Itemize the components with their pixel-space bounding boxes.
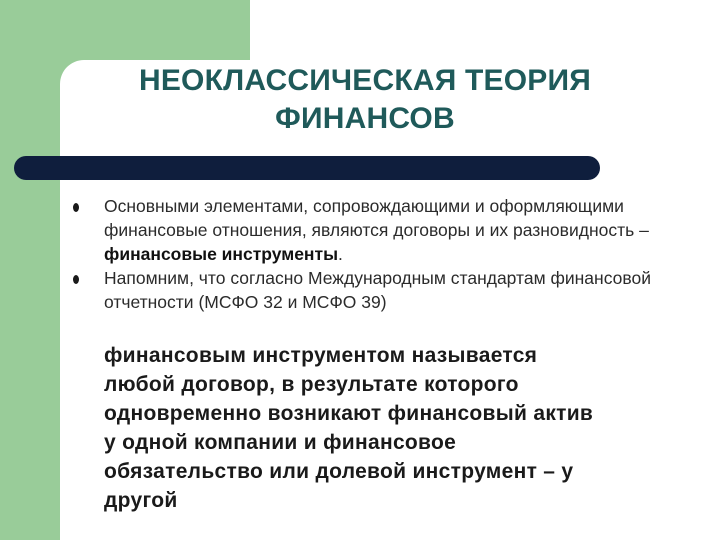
title-line-1: НЕОКЛАССИЧЕСКАЯ ТЕОРИЯ (138, 64, 591, 97)
bullet-dot-icon (73, 203, 79, 212)
bullet-1-text: Основными элементами, сопровождающими и оформляющими финансовые отношения, являются договоры и их разновидность – (104, 196, 649, 240)
definition-line-3: одновременно возникают финансовый актив (104, 402, 594, 425)
definition-line-5: обязательство или долевой инструмент – у (104, 460, 574, 483)
definition-text (104, 341, 674, 515)
definition-line-1: финансовым инструментом называется (104, 344, 538, 367)
bullet-dot-icon (73, 275, 79, 284)
definition-line-4: у одной компании и финансовое (104, 431, 457, 454)
bullet-list (68, 194, 678, 314)
definition-line-2: любой договор, в результате которого (104, 373, 519, 396)
definition-line-6: другой (104, 489, 178, 512)
bullet-item-2 (68, 266, 678, 314)
bullet-1-period: . (338, 244, 343, 264)
title-line-2: ФИНАНСОВ (275, 102, 455, 135)
decorative-green-strip (0, 0, 60, 540)
bullet-item-1 (68, 194, 678, 266)
bullet-1-highlight: финансовые инструменты (104, 244, 339, 264)
slide-title (60, 62, 670, 138)
title-divider-bar (14, 156, 600, 180)
bullet-2-text: Напомним, что согласно Международным стандартам финансовой отчетности (МСФО 32 и МСФО 39) (104, 268, 651, 312)
